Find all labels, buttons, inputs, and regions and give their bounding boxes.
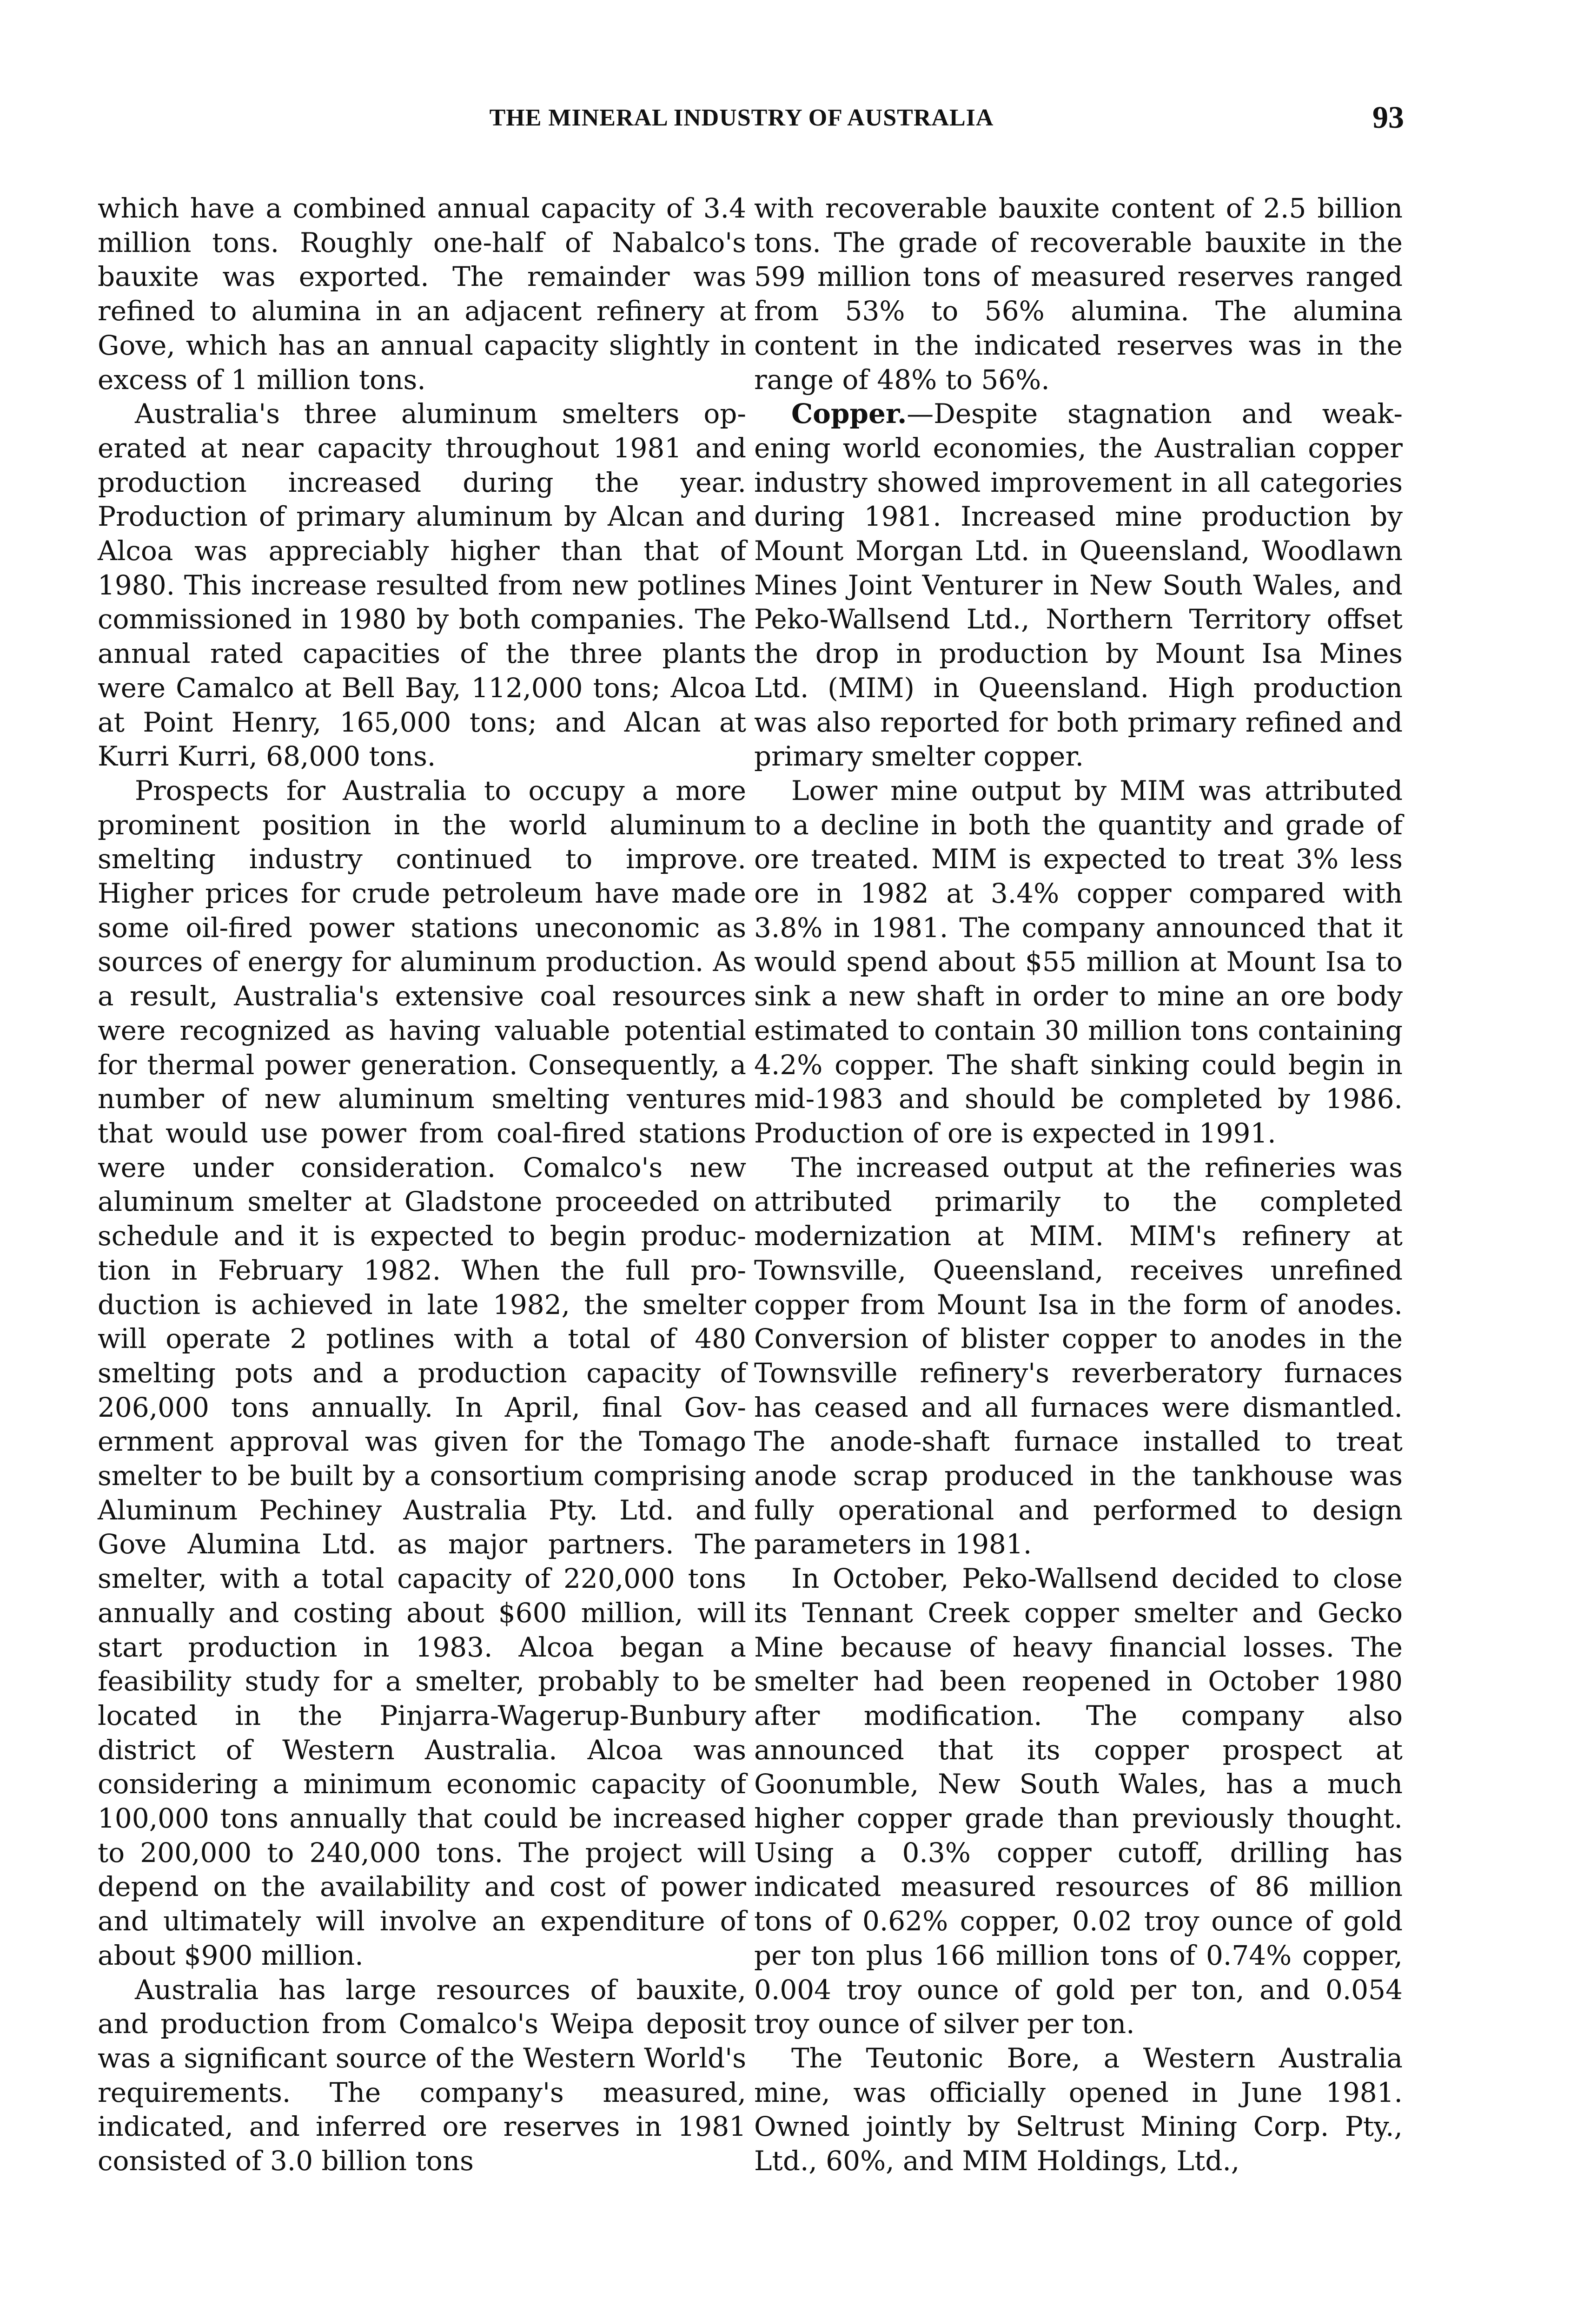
left-column — [98, 191, 746, 2179]
running-header-title: THE MINERAL INDUSTRY OF AUSTRALIA — [489, 105, 994, 131]
paragraph: Australia's three aluminum smelters operated at near capacity throughout 1981 and production increased during the year. Production of primary aluminum by Alcan and Alcoa was appreciably higher than that of 1980. This increase resulted from new potlines commissioned in 1980 by both companies. The annual rated capacities of the three plants were Camalco at Bell Bay, 112,000 tons; Alcoa at Point Henry, 165,000 tons; and Alcan at Kurri Kurri, 68,000 tons. — [98, 398, 746, 772]
paragraph: with recoverable bauxite content of 2.5 billion tons. The grade of recoverable bauxite in the 599 million tons of measured reserves ranged from 53% to 56% alumina. The alumina content in the indicated reserves was in the range of 48% to 56%. — [754, 192, 1403, 396]
paragraph: Lower mine output by MIM was attributed to a decline in both the quantity and grade of ore treated. MIM is expected to treat 3% less ore in 1982 at 3.4% copper compared with 3.8% in 1981. The company announced that it would spend about $55 million at Mount Isa to sink a new shaft in order to mine an ore body estimated to contain 30 million tons containing 4.2% copper. The shaft sinking could begin in mid-1983 and should be completed by 1986. Production of ore is expected in 1991. — [754, 774, 1403, 1149]
page-number: 93 — [1372, 99, 1404, 135]
paragraph: The increased output at the refineries was attributed primarily to the completed modernization at MIM. MIM's refinery at Townsville, Queensland, receives unrefined copper from Mount Isa in the form of anodes. Conversion of blister copper to anodes in the Townsville refinery's reverberatory furnaces has ceased and all furnaces were dismantled. The anode-shaft furnace installed to treat anode scrap produced in the tankhouse was fully operational and performed to design parameters in 1981. — [754, 1151, 1403, 1560]
paragraph: which have a combined annual capacity of 3.4 million tons. Roughly one-half of Nabalco's bauxite was exported. The remainder was refined to alumina in an adjacent refinery at Gove, which has an annual capacity slightly in excess of 1 million tons. — [98, 192, 746, 396]
paragraph: Australia has large resources of bauxite, and production from Comalco's Weipa deposit was a significant source of the Western World's requirements. The company's measured, indicated, and inferred ore reserves in 1981 consisted of 3.0 billion tons — [98, 1974, 746, 2177]
right-column — [754, 191, 1403, 2179]
paragraph-text: —Despite stagnation and weakening world economies, the Australian copper industry showed improvement in all categories during 1981. Increased mine production by Mount Morgan Ltd. in Queensland, Woodlawn Mines Joint Venturer in New South Wales, and Peko-Wallsend Ltd., Northern Territory offset the drop in production by Mount Isa Mines Ltd. (MIM) in Queensland. High production was also reported for both primary refined and primary smelter copper. — [754, 398, 1403, 772]
paragraph: The Teutonic Bore, a Western Australia mine, was officially opened in June 1981. Owned jointly by Seltrust Mining Corp. Pty., Ltd., 60%, and MIM Holdings, Ltd., — [754, 2042, 1403, 2177]
paragraph: In October, Peko-Wallsend decided to close its Tennant Creek copper smelter and Gecko Mine because of heavy financial losses. The smelter had been reopened in October 1980 after modification. The company also announced that its copper prospect at Goonumble, New South Wales, has a much higher copper grade than previously thought. Using a 0.3% copper cutoff, drilling has indicated measured resources of 86 million tons of 0.62% copper, 0.02 troy ounce of gold per ton plus 166 million tons of 0.74% copper, 0.004 troy ounce of gold per ton, and 0.054 troy ounce of silver per ton. — [754, 1563, 1403, 2040]
section-heading-copper: Copper. — [791, 398, 907, 430]
copper-section-paragraph — [754, 397, 1403, 774]
paragraph: Prospects for Australia to occupy a more prominent position in the world aluminum smelting industry continued to improve. Higher prices for crude petroleum have made some oil-fired power stations uneconomic as sources of energy for aluminum production. As a result, Australia's extensive coal resources were recognized as having valuable potential for thermal power generation. Consequently, a number of new aluminum smelting ventures that would use power from coal-fired stations were under consideration. Comalco's new aluminum smelter at Gladstone proceeded on schedule and it is expected to begin production in February 1982. When the full production is achieved in late 1982, the smelter will operate 2 potlines with a total of 480 smelting pots and a production capacity of 206,000 tons annually. In April, final Government approval was given for the Tomago smelter to be built by a consortium comprising Aluminum Pechiney Australia Pty. Ltd. and Gove Alumina Ltd. as major partners. The smelter, with a total capacity of 220,000 tons annually and costing about $600 million, will start production in 1983. Alcoa began a feasibility study for a smelter, probably to be located in the Pinjarra-Wagerup-Bunbury district of Western Australia. Alcoa was considering a minimum economic capacity of 100,000 tons annually that could be increased to 200,000 to 240,000 tons. The project will depend on the availability and cost of power and ultimately will involve an expenditure of about $900 million. — [98, 774, 746, 1971]
